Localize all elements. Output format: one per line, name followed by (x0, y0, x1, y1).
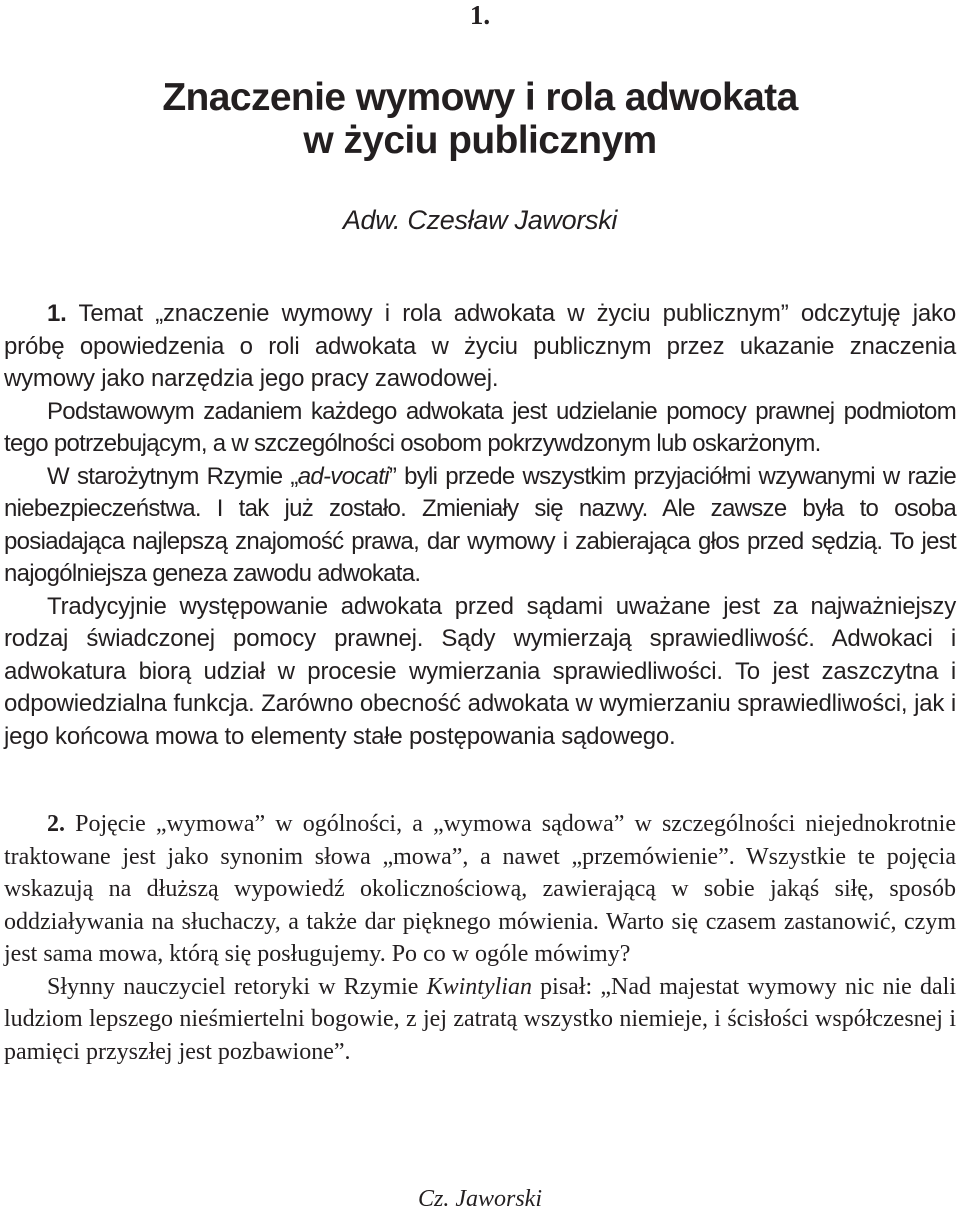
section-2-paragraph-1 (4, 808, 956, 971)
section-2-paragraph-2-lead: Słynny nauczyciel retoryki w Rzymie (47, 973, 427, 1000)
section-1-paragraph-1 (4, 298, 956, 396)
section-1-paragraph-2: Podstawowym zadaniem każdego adwokata jest udzielanie pomocy prawnej podmiotom tego potrzebującym, a w szczególności osobom pokrzywdzonym lub oskarżonym. (4, 397, 956, 457)
section-2-paragraph-2-rest: pisał: „Nad majestat wymowy nic nie dali ludziom lepszego nieśmiertelni bogowie, z jej zatratą wszystko niemieje, i ścisłości współczesnej i pamięci przyszłej jest pozbawione”. (4, 973, 956, 1065)
section-1-paragraph-3-rest: ” byli przede wszystkim przyjaciółmi wzywanymi w razie niebezpieczeństwa. I tak już zostało. Zmieniały się nazwy. Ale zawsze była to osoba posiadająca najlepszą znajomość prawa, dar wymowy i zabierająca głos przed sędzią. To jest najogólniejsza geneza zawodu adwokata. (4, 462, 956, 587)
signature: Cz. Jaworski (417, 1186, 542, 1212)
section-1 (4, 298, 956, 753)
author-byline: Adw. Czesław Jaworski (342, 205, 618, 235)
kwintylian-name: Kwintylian (426, 973, 532, 1000)
article-title (0, 76, 960, 162)
section-1-paragraph-4: Tradycyjnie występowanie adwokata przed sądami uważane jest za najważniejszy rodzaj świadczonej pomocy prawnej. Sądy wymierzają sprawiedliwość. Adwokaci i adwokatura biorą udział w procesie wymierzania sprawiedliwości. To jest zaszczytna i odpowiedzialna funkcja. Zarówno obecność adwokata w wymierzaniu sprawiedliwości, jak i jego końcowa mowa to elementy stałe postępowania sądowego. (4, 592, 956, 750)
section-2-number: 2. (47, 811, 65, 837)
section-1-number: 1. (47, 300, 67, 327)
section-2-paragraph-1-text: Pojęcie „wymowa” w ogólności, a „wymowa sądowa” w szczególności niejednokrotnie traktowane jest jako synonim słowa „mowa”, a nawet „przemówienie”. Wszystkie te pojęcia wskazują na dłuższą wypowiedź okolicznościową, zawierającą w sobie jakąś siłę, sposób oddziaływania na słuchaczy, a także dar pięknego mówienia. Warto się czasem zastanowić, czym jest sama mowa, którą się posługujemy. Po co w ogóle mówimy? (4, 811, 956, 967)
section-1-paragraph-3-lead: W starożytnym Rzymie „ (47, 462, 298, 490)
section-2-paragraph-2 (4, 971, 956, 1069)
article-title-line-2: w życiu publicznym (303, 119, 657, 162)
section-2 (4, 808, 956, 1068)
chapter-number: 1. (469, 0, 491, 30)
ad-vocati-term: ad-vocati (297, 462, 389, 490)
article-title-line-1: Znaczenie wymowy i rola adwokata (162, 76, 798, 119)
section-1-paragraph-1-text: Temat „znaczenie wymowy i rola adwokata w życiu publicznym” odczytuję jako próbę opowiedzenia o roli adwokata w życiu publicznym przez ukazanie znaczenia wymowy jako narzędzia jego pracy zawodowej. (4, 300, 956, 392)
section-1-paragraph-3 (4, 461, 956, 591)
